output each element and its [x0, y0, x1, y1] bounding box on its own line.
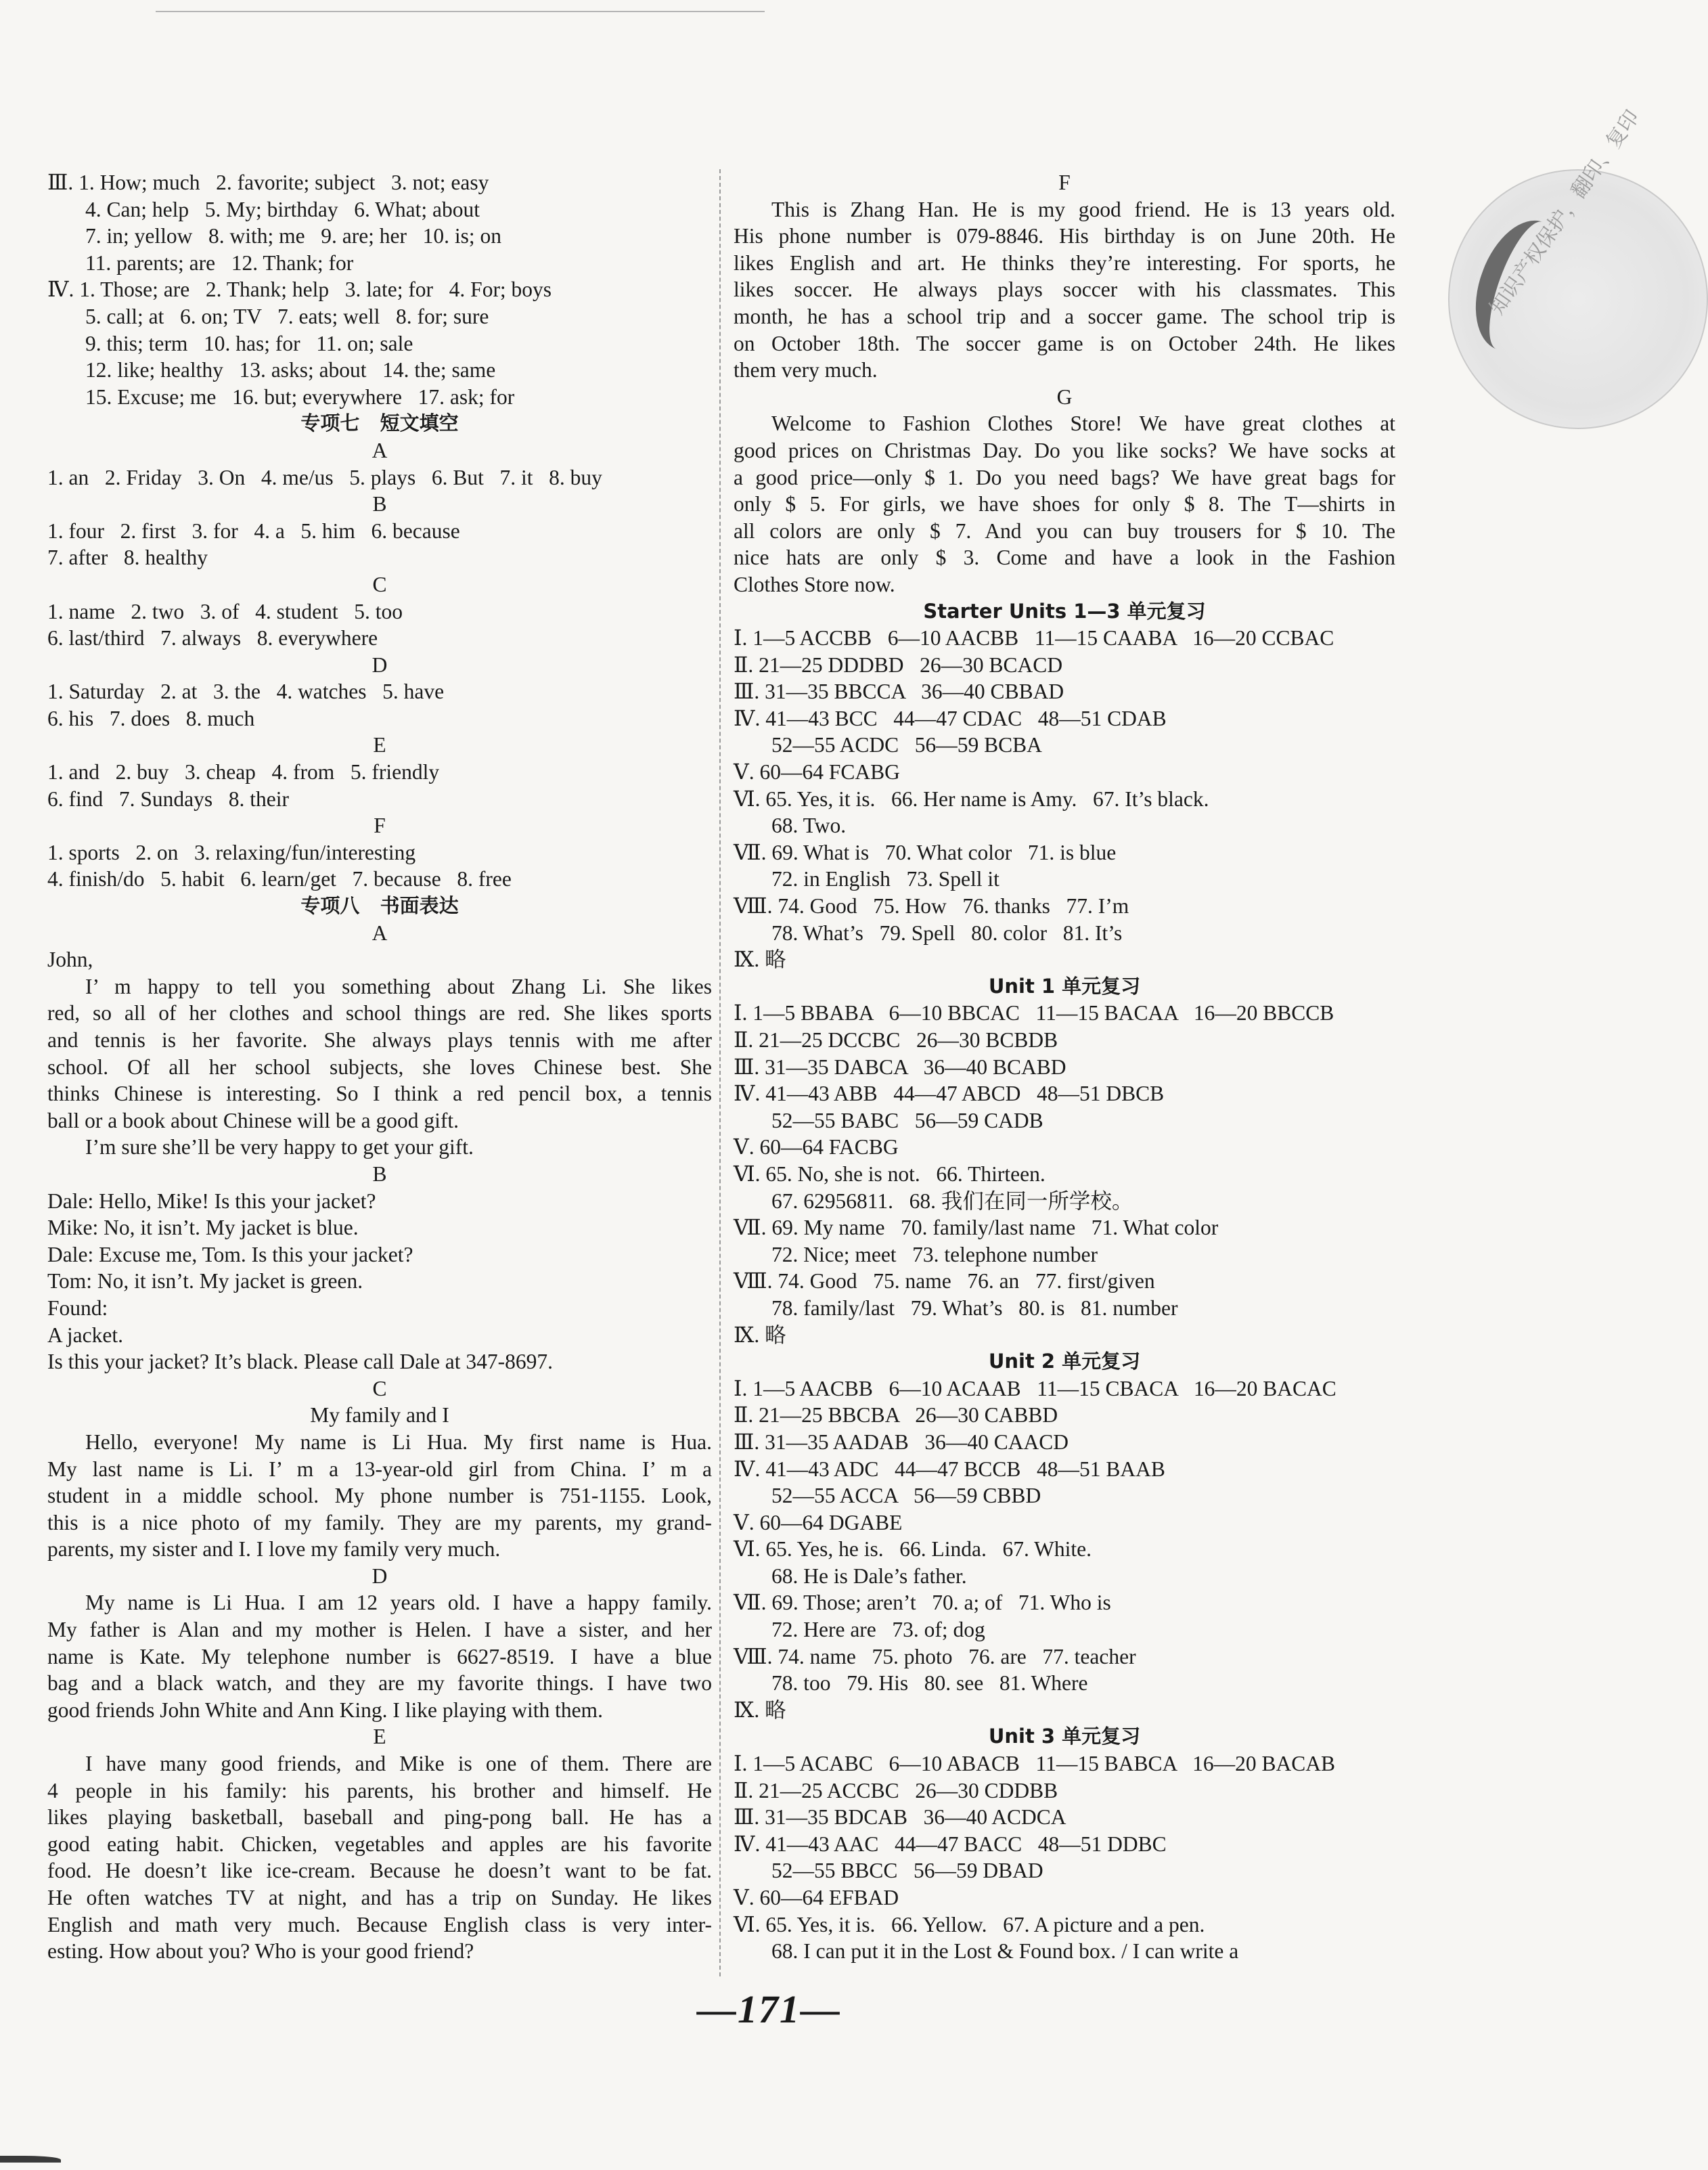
right-text-line: a good price—only $ 1. Do you need bags? We have great bags for [734, 465, 1395, 489]
right-text-line: Ⅷ. 74. Good 75. name 76. an 77. first/given [734, 1269, 1155, 1293]
right-text-line: F [1058, 171, 1071, 194]
right-text-line: 78. What’s 79. Spell 80. color 81. It’s [771, 921, 1123, 945]
right-text-line: Ⅸ. 略 [734, 1698, 786, 1722]
right-text-line: month, he has a school trip and a soccer game. The school trip is [734, 304, 1395, 328]
right-text-line: Ⅸ. 略 [734, 948, 786, 972]
left-text-line: name is Kate. My telephone number is 6627-8519. I have a blue [47, 1644, 712, 1668]
right-text-line: 52—55 ACDC 56—59 BCBA [771, 733, 1042, 757]
left-text-line: C [372, 572, 387, 596]
right-text-line: Ⅲ. 31—35 DABCA 36—40 BCABD [734, 1055, 1066, 1079]
right-text-line: 52—55 ACCA 56—59 CBBD [771, 1484, 1041, 1508]
left-text-line: 1. sports 2. on 3. relaxing/fun/interesting [47, 840, 416, 864]
right-text-line: G [1056, 384, 1073, 409]
right-text-line: 67. 62956811. 68. 我们在同一所学校。 [771, 1189, 1133, 1213]
right-section-heading: Unit 1 单元复习 [988, 974, 1141, 998]
left-text-line: and tennis is her favorite. She always plays tennis with me after [47, 1028, 712, 1052]
right-text-line: Ⅶ. 69. Those; aren’t 70. a; of 71. Who is [734, 1591, 1111, 1615]
left-text-line: parents, my sister and I. I love my family very much. [47, 1537, 501, 1562]
right-text-line: Ⅱ. 21—25 BBCBA 26—30 CABBD [734, 1403, 1058, 1427]
left-text-line: 5. call; at 6. on; TV 7. eats; well 8. for; sure [85, 304, 489, 328]
left-text-line: 6. find 7. Sundays 8. their [47, 787, 289, 811]
right-text-line: Ⅵ. 65. Yes, he is. 66. Linda. 67. White. [734, 1537, 1092, 1562]
left-text-line: D [372, 1564, 388, 1588]
left-text-line: red, so all of her clothes and school things are red. She likes sports [47, 1001, 712, 1025]
right-text-line: likes English and art. He thinks they’re interesting. For sports, he [734, 250, 1395, 275]
left-text-line: 6. last/third 7. always 8. everywhere [47, 626, 378, 650]
left-text-line: 4. Can; help 5. My; birthday 6. What; about [85, 197, 480, 221]
right-text-line: 78. family/last 79. What’s 80. is 81. number [771, 1296, 1178, 1320]
left-text-line: 6. his 7. does 8. much [47, 706, 255, 730]
left-text-line: B [372, 1161, 387, 1186]
right-text-line: Ⅵ. 65. Yes, it is. 66. Her name is Amy. 67. It’s black. [734, 787, 1209, 811]
left-text-line: 1. name 2. two 3. of 4. student 5. too [47, 599, 403, 623]
left-text-line: Mike: No, it isn’t. My jacket is blue. [47, 1216, 359, 1240]
left-text-line: My father is Alan and my mother is Helen. I have a sister, and her [47, 1618, 712, 1642]
left-text-line: F [374, 814, 386, 838]
left-text-line: likes playing basketball, baseball and ping-pong ball. He has a [47, 1805, 712, 1830]
left-text-line: 11. parents; are 12. Thank; for [85, 250, 354, 275]
left-text-line: student in a middle school. My phone number is 751-1155. Look, [47, 1484, 712, 1508]
left-text-line: bag and a black watch, and they are my favorite things. I have two [47, 1671, 712, 1696]
left-text-line: Is this your jacket? It’s black. Please call Dale at 347-8697. [47, 1350, 554, 1374]
left-text-line: good eating habit. Chicken, vegetables and apples are his favorite [47, 1832, 712, 1856]
right-text-line: This is Zhang Han. He is my good friend. He is 13 years old. [771, 197, 1395, 221]
left-text-line: Hello, everyone! My name is Li Hua. My first name is Hua. [85, 1430, 712, 1454]
left-text-line: good friends John White and Ann King. I like playing with them. [47, 1698, 603, 1722]
right-text-line: Ⅴ. 60—64 DGABE [734, 1510, 903, 1534]
left-text-line: ball or a book about Chinese will be a good gift. [47, 1108, 459, 1132]
right-text-line: Ⅲ. 31—35 BBCCA 36—40 CBBAD [734, 680, 1064, 704]
right-text-line: Ⅴ. 60—64 FACBG [734, 1135, 899, 1159]
left-text-line: Dale: Hello, Mike! Is this your jacket? [47, 1189, 376, 1213]
left-text-line: Dale: Excuse me, Tom. Is this your jacket? [47, 1242, 413, 1266]
right-text-line: on October 18th. The soccer game is on October 24th. He likes [734, 331, 1395, 355]
left-text-line: 12. like; healthy 13. asks; about 14. the; same [85, 358, 496, 382]
left-text-line: My family and I [310, 1403, 449, 1427]
page-number: —171— [697, 1987, 841, 2031]
right-text-line: 68. Two. [771, 814, 847, 838]
left-text-line: Tom: No, it isn’t. My jacket is green. [47, 1269, 363, 1293]
right-text-line: Ⅲ. 31—35 BDCAB 36—40 ACDCA [734, 1805, 1066, 1830]
right-text-line: Ⅳ. 41—43 BCC 44—47 CDAC 48—51 CDAB [734, 706, 1167, 730]
right-text-line: Ⅱ. 21—25 ACCBC 26—30 CDDBB [734, 1778, 1058, 1802]
right-text-line: Ⅶ. 69. My name 70. family/last name 71. What color [734, 1216, 1219, 1240]
left-text-line: I’ m happy to tell you something about Zhang Li. She likes [85, 974, 712, 998]
left-text-line: 4. finish/do 5. habit 6. learn/get 7. because 8. free [47, 867, 512, 891]
right-text-line: 72. Nice; meet 73. telephone number [771, 1242, 1098, 1266]
left-text-line: He often watches TV at night, and has a trip on Sunday. He likes [47, 1886, 712, 1909]
left-text-line: A [372, 921, 388, 945]
right-text-line: Ⅵ. 65. Yes, it is. 66. Yellow. 67. A picture and a pen. [734, 1912, 1205, 1936]
left-text-line: C [372, 1376, 387, 1400]
right-text-line: Ⅰ. 1—5 ACABC 6—10 ABACB 11—15 BABCA 16—20 BACAB [734, 1752, 1336, 1776]
left-text-line: 1. and 2. buy 3. cheap 4. from 5. friendly [47, 760, 440, 784]
right-text-line: 78. too 79. His 80. see 81. Where [771, 1671, 1088, 1696]
left-text-line: Found: [47, 1296, 108, 1320]
left-text-line: Ⅳ. 1. Those; are 2. Thank; help 3. late; for 4. For; boys [47, 278, 552, 302]
right-text-line: Ⅷ. 74. name 75. photo 76. are 77. teacher [734, 1644, 1136, 1668]
right-text-line: Ⅰ. 1—5 BBABA 6—10 BBCAC 11—15 BACAA 16—20 BBCCB [734, 1001, 1334, 1025]
right-column [734, 169, 1395, 1965]
right-section-heading: Unit 2 单元复习 [988, 1350, 1141, 1373]
scan-mark [0, 2156, 61, 2163]
left-text-line: 9. this; term 10. has; for 11. on; sale [85, 331, 413, 355]
left-text-line: My last name is Li. I’ m a 13-year-old girl from China. I’ m a [47, 1457, 712, 1481]
right-text-line: Ⅳ. 41—43 ADC 44—47 BCCB 48—51 BAAB [734, 1457, 1165, 1481]
left-text-line: John, [47, 948, 93, 972]
left-section-heading: 专项七 短文填空 [300, 412, 459, 435]
left-text-line: I have many good friends, and Mike is one of them. There are [85, 1752, 712, 1776]
left-text-line: E [373, 733, 386, 757]
left-text-line: 1. an 2. Friday 3. On 4. me/us 5. plays 6. But 7. it 8. buy [47, 465, 602, 489]
top-rule [156, 11, 765, 12]
right-text-line: Ⅶ. 69. What is 70. What color 71. is blue [734, 840, 1117, 864]
left-text-line: 4 people in his family: his parents, his brother and himself. He [47, 1778, 712, 1802]
left-text-line: 7. after 8. healthy [47, 546, 208, 570]
left-section-heading: 专项八 书面表达 [300, 894, 459, 918]
right-text-line: Ⅲ. 31—35 AADAB 36—40 CAACD [734, 1430, 1069, 1454]
right-text-line: 52—55 BABC 56—59 CADB [771, 1108, 1043, 1132]
right-text-line: Ⅳ. 41—43 AAC 44—47 BACC 48—51 DDBC [734, 1832, 1167, 1856]
copyright-stamp-icon [1448, 106, 1708, 429]
left-text-line: Ⅲ. 1. How; much 2. favorite; subject 3. not; easy [47, 171, 489, 194]
right-text-line: 68. I can put it in the Lost & Found box. / I can write a [771, 1939, 1239, 1964]
right-text-line: them very much. [734, 358, 878, 382]
right-text-line: likes soccer. He always plays soccer with his classmates. This [734, 278, 1395, 302]
right-text-line: Ⅴ. 60—64 FCABG [734, 760, 900, 784]
right-section-heading: Unit 3 单元复习 [988, 1725, 1141, 1748]
right-text-line: 72. in English 73. Spell it [771, 867, 999, 891]
left-text-line: 7. in; yellow 8. with; me 9. are; her 10. is; on [85, 224, 502, 248]
left-text-line: I’m sure she’ll be very happy to get your gift. [85, 1135, 474, 1159]
left-text-line: 15. Excuse; me 16. but; everywhere 17. ask; for [85, 384, 515, 409]
left-text-line: esting. How about you? Who is your good friend? [47, 1939, 474, 1964]
left-text-line: this is a nice photo of my family. They are my parents, my grand- [47, 1510, 712, 1534]
left-text-line: A [372, 438, 388, 462]
left-text-line: 1. four 2. first 3. for 4. a 5. him 6. because [47, 518, 460, 543]
left-column [47, 169, 712, 1965]
left-text-line: B [372, 492, 387, 516]
left-text-line: My name is Li Hua. I am 12 years old. I have a happy family. [85, 1591, 712, 1615]
right-text-line: 72. Here are 73. of; dog [771, 1618, 985, 1642]
right-text-line: 52—55 BBCC 56—59 DBAD [771, 1859, 1043, 1883]
right-text-line: nice hats are only $ 3. Come and have a look in the Fashion [734, 546, 1395, 570]
right-text-line: only $ 5. For girls, we have shoes for only $ 8. The T—shirts in [734, 492, 1395, 516]
right-text-line: Ⅵ. 65. No, she is not. 66. Thirteen. [734, 1161, 1046, 1186]
right-text-line: Clothes Store now. [734, 572, 895, 596]
left-text-line: D [372, 652, 388, 677]
right-text-line: Ⅴ. 60—64 EFBAD [734, 1886, 899, 1909]
right-text-line: Ⅷ. 74. Good 75. How 76. thanks 77. I’m [734, 894, 1129, 918]
right-text-line: good prices on Christmas Day. Do you like socks? We have socks at [734, 438, 1395, 462]
right-text-line: all colors are only $ 7. And you can buy trousers for $ 10. The [734, 518, 1395, 543]
right-text-line: Ⅰ. 1—5 AACBB 6—10 ACAAB 11—15 CBACA 16—20 BACAC [734, 1376, 1336, 1400]
left-text-line: English and math very much. Because English class is very inter- [47, 1912, 712, 1936]
right-text-line: Ⅱ. 21—25 DCCBC 26—30 BCBDB [734, 1028, 1058, 1052]
right-text-line: 68. He is Dale’s father. [771, 1564, 967, 1588]
stamp-text: 知识产权保护，翻印、复印 [1485, 106, 1644, 319]
right-text-line: Welcome to Fashion Clothes Store! We have great clothes at [771, 412, 1395, 436]
left-text-line: E [373, 1725, 386, 1749]
left-text-line: A jacket. [47, 1323, 123, 1347]
left-text-line: 1. Saturday 2. at 3. the 4. watches 5. have [47, 680, 445, 704]
right-text-line: Ⅱ. 21—25 DDDBD 26—30 BCACD [734, 652, 1063, 677]
left-text-line: school. Of all her school subjects, she loves Chinese best. She [47, 1055, 712, 1079]
right-text-line: Ⅳ. 41—43 ABB 44—47 ABCD 48—51 DBCB [734, 1082, 1165, 1106]
column-divider [719, 169, 721, 1976]
right-section-heading: Starter Units 1—3 单元复习 [923, 599, 1206, 623]
right-text-line: Ⅰ. 1—5 ACCBB 6—10 AACBB 11—15 CAABA 16—20 CCBAC [734, 626, 1334, 650]
right-text-line: His phone number is 079-8846. His birthday is on June 20th. He [734, 224, 1395, 248]
right-text-line: Ⅸ. 略 [734, 1323, 786, 1347]
left-text-line: thinks Chinese is interesting. So I think a red pencil box, a tennis [47, 1082, 712, 1106]
left-text-line: food. He doesn’t like ice-cream. Because he doesn’t want to be fat. [47, 1859, 712, 1883]
